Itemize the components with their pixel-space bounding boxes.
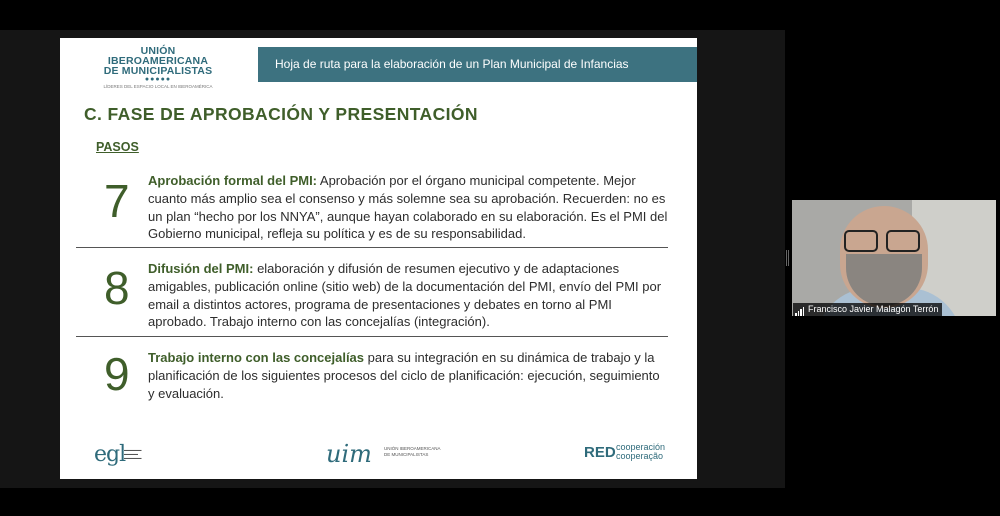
step-text: Aprobación formal del PMI: Aprobación por el órgano municipal competente. Mejor cuanto más amplio sea el consenso y más solemne sea su aprobación. Recuerden: no es un plan “hecho por los NNYA”, aunque hayan colaborado en su elaboración. Es el PMI del Gobierno municipal, refleja su política y es de su responsabilidad.: [148, 173, 668, 242]
signal-strength-icon: [795, 303, 805, 316]
participant-video[interactable]: [792, 200, 996, 316]
slide-title: C. FASE DE APROBACIÓN Y PRESENTACIÓN: [84, 104, 478, 124]
step-text: Difusión del PMI: elaboración y difusión de resumen ejecutivo y de adaptaciones amigables, publicación online (sitio web) de la documentación del PMI, envío del PMI por email a distintos actores, programa de presentaciones y debates en torno al PMI aprobado. Trabajo interno con las concejalías (integración).: [148, 261, 662, 330]
participant-name: Francisco Javier Malagón Terrón: [808, 304, 939, 314]
step-number: 8: [104, 262, 130, 314]
egl-logo: egl: [94, 442, 126, 467]
slide-footer: egl ▬▬▬▬▬ ▬▬▬▬ ▬▬▬▬▬ uim UNIÓN IBEROAMERICANA DE MUNICIPALISTAS RED cooperación cooperação: [94, 440, 666, 468]
slide-subtitle: PASOS: [96, 140, 139, 154]
divider: [76, 336, 668, 337]
uim-logo: UNIÓN IBEROAMERICANA DE MUNICIPALISTAS ●●●●● LÍDERES DEL ESPACIO LOCAL EN IBEROAMÉRICA: [103, 45, 213, 89]
red-cooperacion-logo: RED: [584, 444, 616, 461]
panel-resize-handle[interactable]: [786, 250, 790, 266]
step-number: 7: [104, 175, 130, 227]
slide-header-bar: Hoja de ruta para la elaboración de un Plan Municipal de Infancias: [258, 47, 697, 82]
step-text: Trabajo interno con las concejalías para su integración en su dinámica de trabajo y la planificación de los siguientes procesos del ciclo de planificación: ejecución, seguimiento y evaluación.: [148, 350, 660, 401]
uim-footer-logo: uim: [326, 440, 372, 468]
step-number: 9: [104, 348, 130, 400]
participant-name-tag: [793, 303, 942, 316]
presentation-slide: [60, 38, 697, 479]
divider: [76, 247, 668, 248]
